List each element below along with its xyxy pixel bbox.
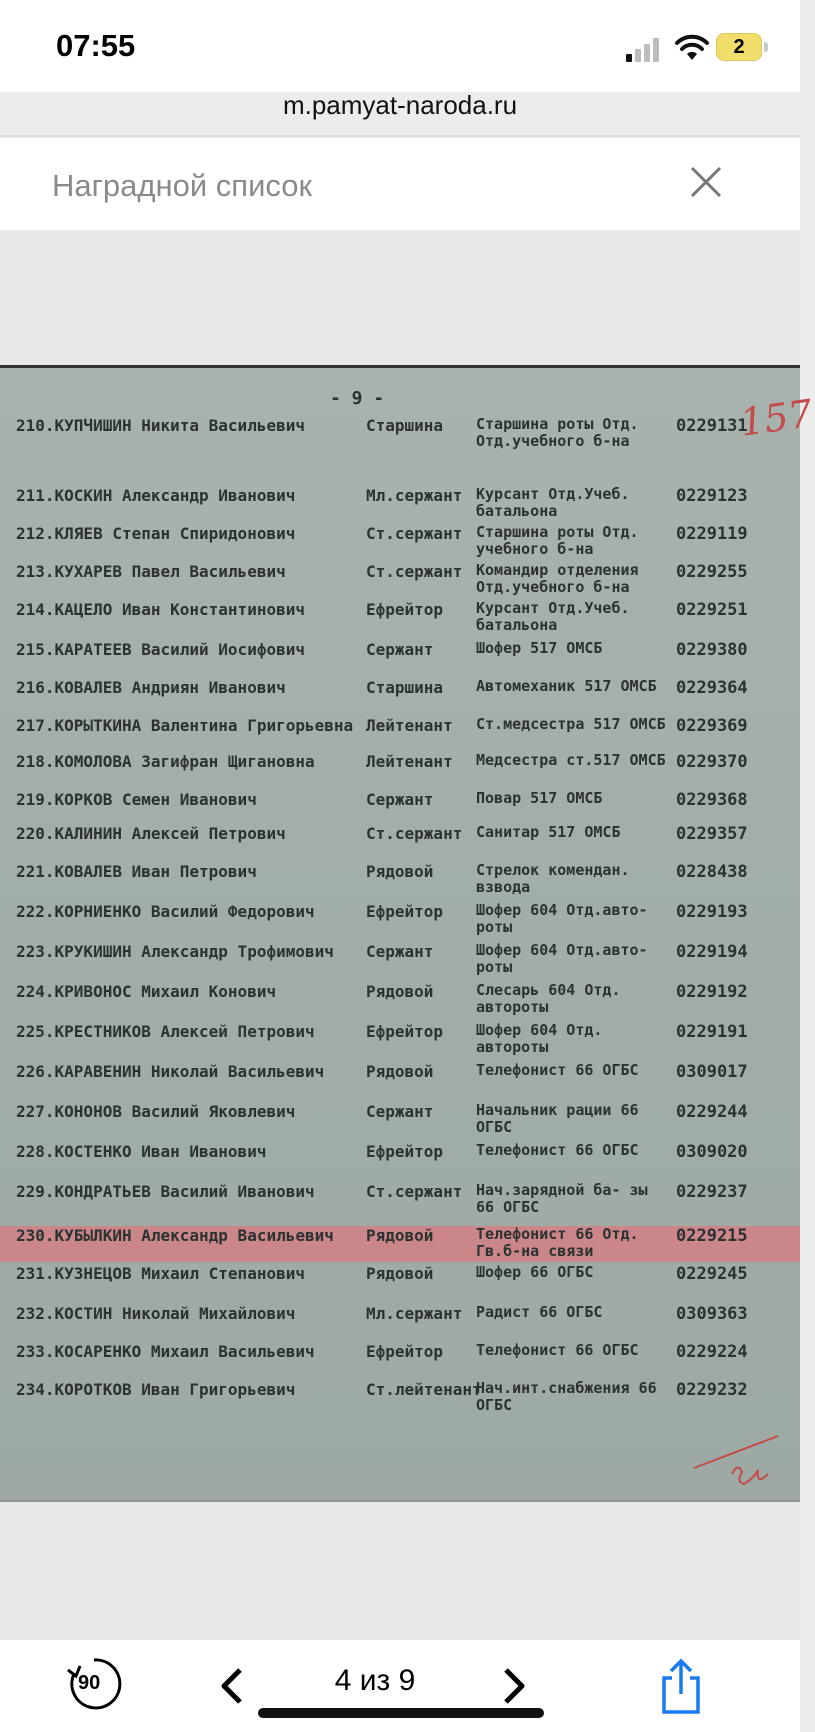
list-item: [0, 1062, 800, 1098]
row-position: Телефонист 66 ОГБС: [476, 1141, 639, 1159]
rotate-button[interactable]: [64, 1654, 126, 1714]
row-number: 0229131: [676, 416, 748, 436]
chevron-right-icon[interactable]: [500, 1666, 530, 1706]
list-item: [0, 824, 800, 860]
list-item: [0, 752, 800, 788]
sheet-edge: [0, 135, 800, 137]
list-item: [0, 486, 800, 522]
row-name: 214.КАЦЕЛО Иван Константинович: [16, 600, 305, 619]
row-name: 219.КОРКОВ Семен Иванович: [16, 790, 257, 809]
row-number: 0229191: [676, 1022, 748, 1042]
row-rank: Мл.сержант: [366, 1304, 463, 1323]
modal-header: [0, 138, 800, 230]
wifi-icon: [676, 34, 708, 62]
row-rank: Ефрейтор: [366, 600, 444, 619]
row-rank: Лейтенант: [366, 752, 453, 771]
row-position: Медсестра ст.517 ОМСБ: [476, 751, 666, 769]
bottom-toolbar: [0, 1640, 800, 1732]
row-position: Стрелок комендан. взвода: [476, 861, 630, 896]
row-number: 0229370: [676, 752, 748, 772]
row-number: 0229244: [676, 1102, 748, 1122]
row-number: 0229251: [676, 600, 748, 620]
row-number: 0229193: [676, 902, 748, 922]
row-rank: Ст.сержант: [366, 524, 463, 543]
row-position: Радист 66 ОГБС: [476, 1303, 603, 1321]
row-name: 224.КРИВОНОС Михаил Конович: [16, 982, 277, 1001]
row-number: 0229192: [676, 982, 748, 1002]
row-number: 0309020: [676, 1142, 748, 1162]
row-position: Шофер 604 Отд. автороты: [476, 1021, 603, 1056]
close-icon[interactable]: [686, 162, 726, 202]
list-item: [0, 982, 800, 1018]
row-name: 221.КОВАЛЕВ Иван Петрович: [16, 862, 257, 881]
corner-mark: 157: [737, 391, 815, 445]
row-rank: Рядовой: [366, 1062, 434, 1081]
row-name: 233.КОСАРЕНКО Михаил Васильевич: [16, 1342, 315, 1361]
row-name: 227.КОНОНОВ Василий Яковлевич: [16, 1102, 296, 1121]
list-item: [0, 1142, 800, 1178]
list-item: [0, 902, 800, 938]
row-name: 234.КОРОТКОВ Иван Григорьевич: [16, 1380, 296, 1399]
list-item: [0, 790, 800, 826]
row-rank: Рядовой: [366, 1226, 434, 1245]
row-number: 0229232: [676, 1380, 748, 1400]
row-position: Старшина роты Отд. Отд.учебного б-на: [476, 415, 639, 450]
row-number: 0229380: [676, 640, 748, 660]
row-rank: Сержант: [366, 942, 434, 961]
row-rank: Мл.сержант: [366, 486, 463, 505]
cellular-signal-icon: [626, 38, 664, 62]
row-rank: Ефрейтор: [366, 1342, 444, 1361]
page-marker: - 9 -: [330, 388, 385, 409]
list-item: [0, 562, 800, 598]
list-item: [0, 1304, 800, 1340]
list-item: [0, 1264, 800, 1300]
row-name: 225.КРЕСТНИКОВ Алексей Петрович: [16, 1022, 315, 1041]
row-position: Санитар 517 ОМСБ: [476, 823, 621, 841]
battery-icon: 2: [716, 33, 762, 61]
row-name: 210.КУПЧИШИН Никита Васильевич: [16, 416, 305, 435]
row-name: 229.КОНДРАТЬЕВ Василий Иванович: [16, 1182, 315, 1201]
list-item: [0, 716, 800, 752]
row-position: Нач.инт.снабжения 66 ОГБС: [476, 1379, 657, 1414]
list-item: [0, 600, 800, 636]
share-icon[interactable]: [658, 1658, 704, 1716]
modal-title: Наградной список: [52, 168, 313, 203]
battery-tip: [764, 42, 768, 52]
url-bar[interactable]: m.pamyat-naroda.ru: [282, 90, 518, 120]
row-rank: Сержант: [366, 790, 434, 809]
row-number: 0229194: [676, 942, 748, 962]
row-rank: Сержант: [366, 640, 434, 659]
row-position: Повар 517 ОМСБ: [476, 789, 603, 807]
row-rank: Старшина: [366, 416, 444, 435]
row-name: 213.КУХАРЕВ Павел Васильевич: [16, 562, 286, 581]
row-position: Шофер 604 Отд.авто- роты: [476, 941, 648, 976]
row-number: 0229369: [676, 716, 748, 736]
row-number: 0309363: [676, 1304, 748, 1324]
row-name: 217.КОРЫТКИНА Валентина Григорьевна: [16, 716, 354, 735]
row-position: Телефонист 66 ОГБС: [476, 1341, 639, 1359]
list-item: [0, 524, 800, 560]
row-rank: Рядовой: [366, 862, 434, 881]
row-rank: Ефрейтор: [366, 1022, 444, 1041]
row-number: 0309017: [676, 1062, 748, 1082]
row-name: 211.КОСКИН Александр Иванович: [16, 486, 296, 505]
row-name: 232.КОСТИН Николай Михайлович: [16, 1304, 296, 1323]
row-name: 216.КОВАЛЕВ Андриян Иванович: [16, 678, 286, 697]
row-number: 0229237: [676, 1182, 748, 1202]
row-position: Телефонист 66 ОГБС: [476, 1061, 639, 1079]
list-item: [0, 416, 800, 452]
row-position: Шофер 604 Отд.авто- роты: [476, 901, 648, 936]
row-name: 220.КАЛИНИН Алексей Петрович: [16, 824, 286, 843]
signature-scribble: [690, 1430, 780, 1490]
row-rank: Ефрейтор: [366, 902, 444, 921]
list-item: [0, 1182, 800, 1218]
list-item: [0, 1022, 800, 1058]
chevron-left-icon[interactable]: [216, 1666, 246, 1706]
row-rank: Ст.сержант: [366, 562, 463, 581]
row-number: 0229123: [676, 486, 748, 506]
list-item: [0, 640, 800, 676]
row-name: 228.КОСТЕНКО Иван Иванович: [16, 1142, 267, 1161]
row-rank: Ст.сержант: [366, 1182, 463, 1201]
row-position: Курсант Отд.Учеб. батальона: [476, 485, 630, 520]
status-time: 07:55: [56, 28, 136, 63]
row-position: Начальник рации 66 ОГБС: [476, 1101, 639, 1136]
page-indicator: 4 из 9: [334, 1664, 416, 1697]
row-rank: Лейтенант: [366, 716, 453, 735]
row-name: 223.КРУКИШИН Александр Трофимович: [16, 942, 334, 961]
row-number: 0229357: [676, 824, 748, 844]
row-position: Командир отделения Отд.учебного б-на: [476, 561, 639, 596]
row-name: 212.КЛЯЕВ Степан Спиридонович: [16, 524, 296, 543]
row-name: 222.КОРНИЕНКО Василий Федорович: [16, 902, 315, 921]
row-position: Автомеханик 517 ОМСБ: [476, 677, 657, 695]
row-number: 0229364: [676, 678, 748, 698]
row-rank: Рядовой: [366, 982, 434, 1001]
row-rank: Рядовой: [366, 1264, 434, 1283]
row-position: Слесарь 604 Отд. автороты: [476, 981, 621, 1016]
list-item: [0, 942, 800, 978]
row-name: 231.КУЗНЕЦОВ Михаил Степанович: [16, 1264, 305, 1283]
row-position: Старшина роты Отд. учебного б-на: [476, 523, 639, 558]
list-item: [0, 862, 800, 898]
row-name: 215.КАРАТЕЕВ Василий Иосифович: [16, 640, 305, 659]
row-number: 0229368: [676, 790, 748, 810]
row-position: Шофер 66 ОГБС: [476, 1263, 594, 1281]
row-number: 0229245: [676, 1264, 748, 1284]
list-item: [0, 1102, 800, 1138]
row-number: 0228438: [676, 862, 748, 882]
row-position: Телефонист 66 Отд. Гв.б-на связи: [476, 1225, 639, 1260]
row-position: Курсант Отд.Учеб. батальона: [476, 599, 630, 634]
home-indicator: [258, 1708, 544, 1718]
row-number: 0229215: [676, 1226, 748, 1246]
list-item: [0, 1342, 800, 1378]
row-name: 226.КАРАВЕНИН Николай Васильевич: [16, 1062, 325, 1081]
row-number: 0229224: [676, 1342, 748, 1362]
document-page[interactable]: [0, 365, 815, 1502]
row-position: Шофер 517 ОМСБ: [476, 639, 603, 657]
row-name: 218.КОМОЛОВА Загифран Щигановна: [16, 752, 315, 771]
list-item: [0, 1226, 800, 1262]
row-number: 0229255: [676, 562, 748, 582]
row-rank: Старшина: [366, 678, 444, 697]
row-rank: Ст.лейтенант: [366, 1380, 482, 1399]
rotate-label: 90: [78, 1672, 101, 1694]
row-position: Ст.медсестра 517 ОМСБ: [476, 715, 666, 733]
row-position: Нач.зарядной ба- зы 66 ОГБС: [476, 1181, 648, 1216]
row-rank: Сержант: [366, 1102, 434, 1121]
row-rank: Ефрейтор: [366, 1142, 444, 1161]
status-bar: [0, 0, 800, 92]
list-item: [0, 678, 800, 714]
row-rank: Ст.сержант: [366, 824, 463, 843]
row-name: 230.КУБЫЛКИН Александр Васильевич: [16, 1226, 334, 1245]
row-number: 0229119: [676, 524, 748, 544]
list-item: [0, 1380, 800, 1416]
